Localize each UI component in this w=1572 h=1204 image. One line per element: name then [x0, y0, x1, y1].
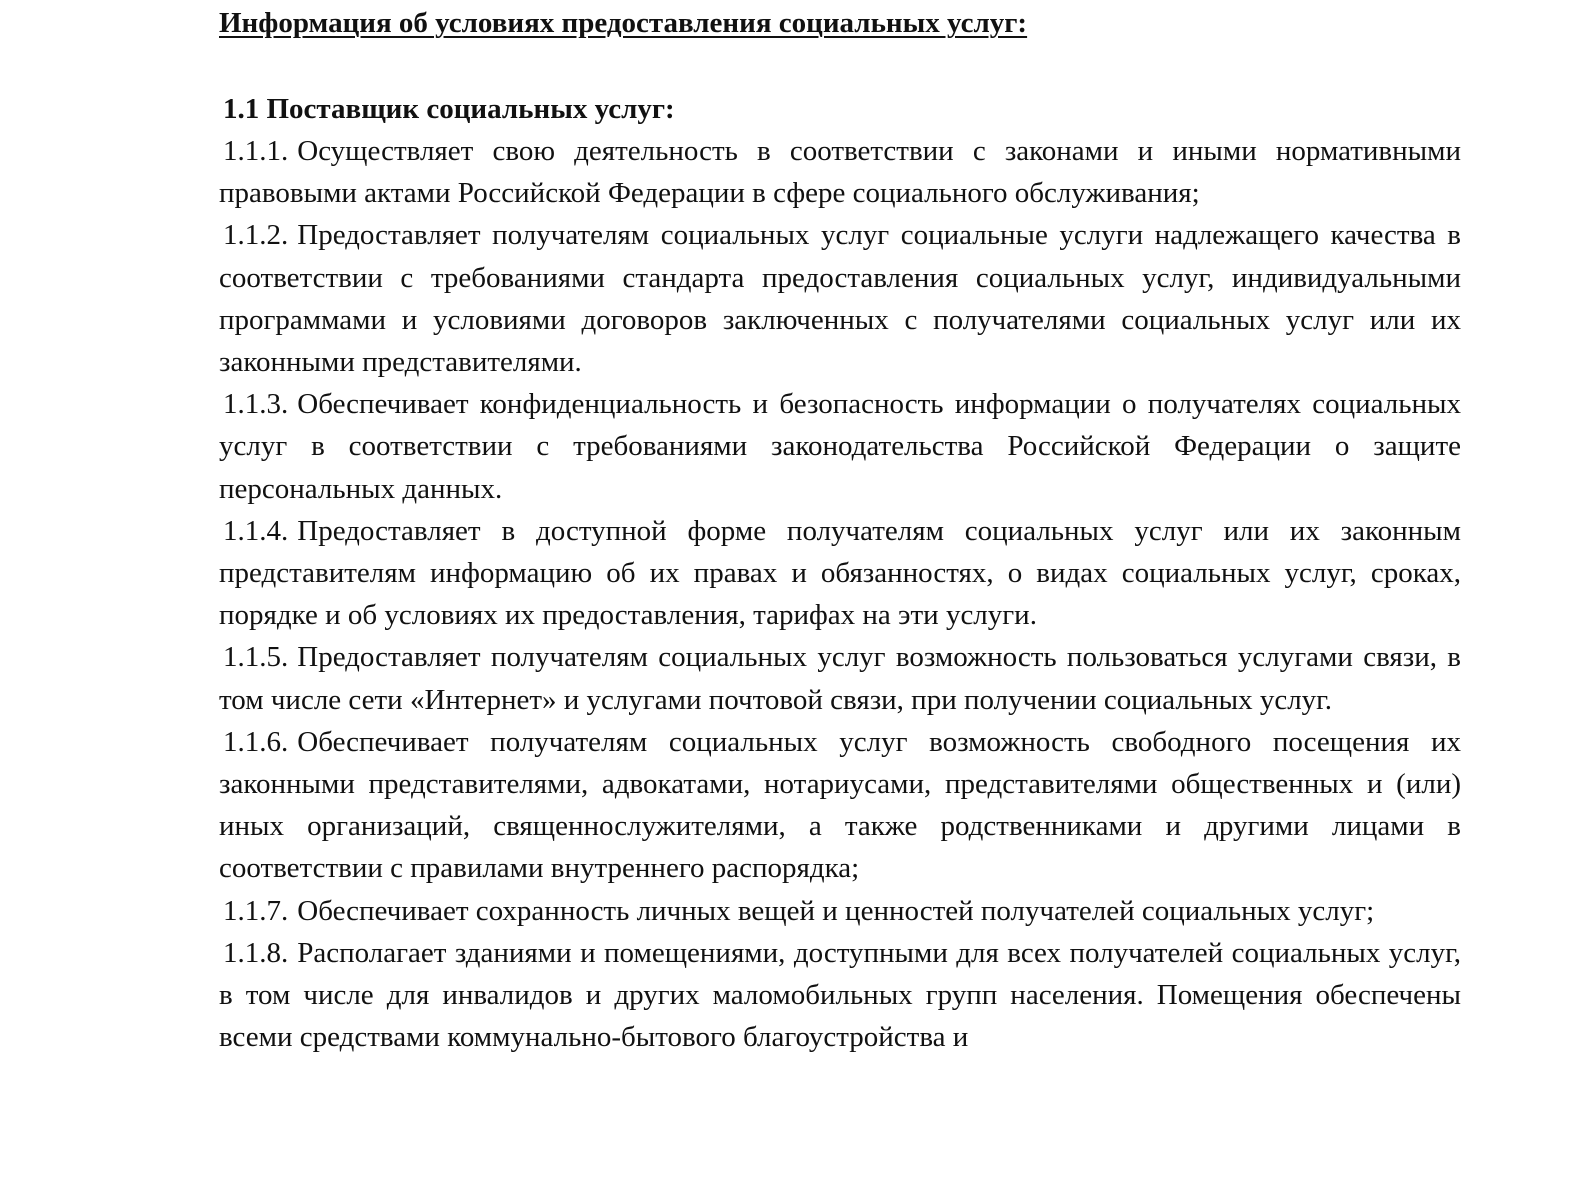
list-item [219, 383, 1461, 510]
item-number: 1.1.2. [223, 219, 289, 252]
document-page [219, 0, 1461, 1204]
list-item [219, 890, 1461, 932]
item-number: 1.1.3. [223, 388, 289, 421]
item-number: 1.1.5. [223, 641, 289, 674]
item-text: Осуществляет свою деятельность в соответствии с законами и иными нормативными правовыми актами Российской Федерации в сфере социального обслуживания; [219, 135, 1461, 210]
item-text: Располагает зданиями и помещениями, доступными для всех получателей социальных услуг, в том числе для инвалидов и других маломобильных групп населения. Помещения обеспечены всеми средствами коммунально-бытового благоустройства и [219, 936, 1461, 1054]
item-number: 1.1.1. [223, 135, 289, 167]
list-item [219, 130, 1461, 214]
item-number: 1.1.4. [223, 514, 289, 547]
item-text: Обеспечивает конфиденциальность и безопасность информации о получателях социальных услуг в соответствии с требованиями законодательства Российской Федерации о защите персональных данных. [219, 388, 1461, 505]
list-item [219, 721, 1461, 890]
list-item [219, 214, 1461, 383]
item-number: 1.1.6. [223, 725, 289, 758]
item-number: 1.1.8. [223, 936, 289, 969]
item-text: Обеспечивает получателям социальных услуг возможность свободного посещения их законными представителями, адвокатами, нотариусами, представителями общественных и (или) иных организаций, священнослужителями, а также родственниками и другими лицами в соответствии с правилами внутреннего распорядка; [219, 725, 1461, 885]
section-heading: 1.1 Поставщик социальных услуг: [223, 93, 675, 125]
item-text: Предоставляет получателям социальных услуг социальные услуги надлежащего качества в соответствии с требованиями стандарта предоставления социальных услуг, индивидуальными программами и условиями договоров заключенных с получателями социальных услуг или их законными представителями. [219, 219, 1461, 379]
item-text: Обеспечивает сохранность личных вещей и ценностей получателей социальных услуг; [297, 894, 1375, 927]
item-text: Предоставляет получателям социальных услуг возможность пользоваться услугами связи, в том числе сети «Интернет» и услугами почтовой связи, при получении социальных услуг. [219, 641, 1461, 716]
provider-obligations-list [219, 130, 1461, 1058]
item-number: 1.1.7. [223, 894, 289, 927]
list-item [219, 510, 1461, 637]
list-item [219, 636, 1461, 720]
list-item [219, 932, 1461, 1059]
document-title: Информация об условиях предоставления социальных услуг: [219, 7, 1028, 39]
item-text: Предоставляет в доступной форме получателям социальных услуг или их законным представителям информацию об их правах и обязанностях, о видах социальных услуг, сроках, порядке и об условиях их предоставления, тарифах на эти услуги. [219, 514, 1461, 632]
